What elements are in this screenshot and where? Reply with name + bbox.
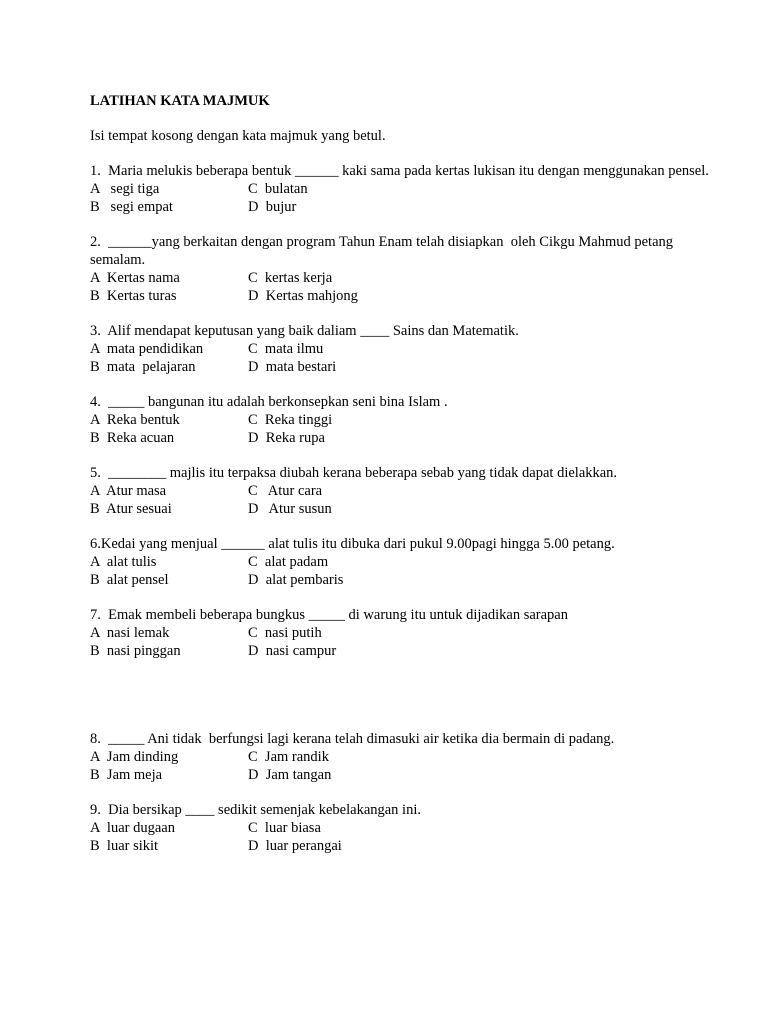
- question-1: [90, 162, 730, 216]
- answer-options: [90, 748, 730, 784]
- question-9: [90, 801, 730, 855]
- option-c: C luar biasa: [248, 820, 321, 836]
- question-7: [90, 606, 730, 660]
- option-a: A Kertas nama: [90, 270, 180, 286]
- question-6: [90, 535, 730, 589]
- option-c: C kertas kerja: [248, 270, 333, 286]
- question-text: 2. ______yang berkaitan dengan program Tahun Enam telah disiapkan oleh Cikgu Mahmud petang semalam.: [90, 234, 677, 268]
- question-text: 7. Emak membeli beberapa bungkus _____ di warung itu untuk dijadikan sarapan: [90, 607, 568, 623]
- question-text: 4. _____ bangunan itu adalah berkonsepkan seni bina Islam .: [90, 394, 448, 410]
- answer-options: [90, 269, 730, 305]
- answer-options: [90, 819, 730, 855]
- option-b: B nasi pinggan: [90, 643, 181, 659]
- option-b: B segi empat: [90, 199, 173, 215]
- question-5: [90, 464, 730, 518]
- option-c: C Jam randik: [248, 749, 329, 765]
- option-b: B mata pelajaran: [90, 359, 196, 375]
- answer-options: [90, 553, 730, 589]
- worksheet-instruction: Isi tempat kosong dengan kata majmuk yang betul.: [90, 128, 386, 144]
- option-a: A segi tiga: [90, 181, 160, 197]
- question-4: [90, 393, 730, 447]
- option-a: A alat tulis: [90, 554, 157, 570]
- question-2: [90, 233, 730, 305]
- option-b: B Atur sesuai: [90, 501, 172, 517]
- option-d: D luar perangai: [248, 838, 342, 854]
- worksheet-title: LATIHAN KATA MAJMUK: [90, 93, 270, 109]
- option-d: D Reka rupa: [248, 430, 325, 446]
- answer-options: [90, 411, 730, 447]
- option-b: B Kertas turas: [90, 288, 177, 304]
- option-c: C Atur cara: [248, 483, 323, 499]
- answer-options: [90, 624, 730, 660]
- option-a: A Jam dinding: [90, 749, 179, 765]
- question-text: 3. Alif mendapat keputusan yang baik daliam ____ Sains dan Matematik.: [90, 323, 519, 339]
- option-a: A nasi lemak: [90, 625, 170, 641]
- option-a: A mata pendidikan: [90, 341, 204, 357]
- option-d: D Jam tangan: [248, 767, 332, 783]
- question-text: 8. _____ Ani tidak berfungsi lagi kerana telah dimasuki air ketika dia bermain di padang.: [90, 731, 615, 747]
- question-3: [90, 322, 730, 376]
- question-8: [90, 730, 730, 784]
- answer-options: [90, 482, 730, 518]
- option-b: B alat pensel: [90, 572, 169, 588]
- option-c: C Reka tinggi: [248, 412, 333, 428]
- answer-options: [90, 340, 730, 376]
- question-text: 1. Maria melukis beberapa bentuk ______ kaki sama pada kertas lukisan itu dengan menggunakan pensel.: [90, 163, 709, 179]
- option-b: B Jam meja: [90, 767, 163, 783]
- question-text: 9. Dia bersikap ____ sedikit semenjak kebelakangan ini.: [90, 802, 421, 818]
- option-d: D Atur susun: [248, 501, 332, 517]
- option-d: D mata bestari: [248, 359, 337, 375]
- option-d: D nasi campur: [248, 643, 337, 659]
- option-c: C mata ilmu: [248, 341, 324, 357]
- answer-options: [90, 180, 730, 216]
- option-b: B Reka acuan: [90, 430, 175, 446]
- question-text: 6.Kedai yang menjual ______ alat tulis itu dibuka dari pukul 9.00pagi hingga 5.00 petang.: [90, 536, 615, 552]
- option-b: B luar sikit: [90, 838, 159, 854]
- option-c: C bulatan: [248, 181, 308, 197]
- option-a: A luar dugaan: [90, 820, 175, 836]
- option-d: D Kertas mahjong: [248, 288, 358, 304]
- question-text: 5. ________ majlis itu terpaksa diubah kerana beberapa sebab yang tidak dapat dielakkan.: [90, 465, 618, 481]
- option-d: D bujur: [248, 199, 297, 215]
- option-c: C nasi putih: [248, 625, 322, 641]
- option-d: D alat pembaris: [248, 572, 344, 588]
- option-c: C alat padam: [248, 554, 329, 570]
- option-a: A Reka bentuk: [90, 412, 180, 428]
- option-a: A Atur masa: [90, 483, 167, 499]
- blank-spacer: [90, 660, 730, 713]
- worksheet-page: [90, 92, 730, 855]
